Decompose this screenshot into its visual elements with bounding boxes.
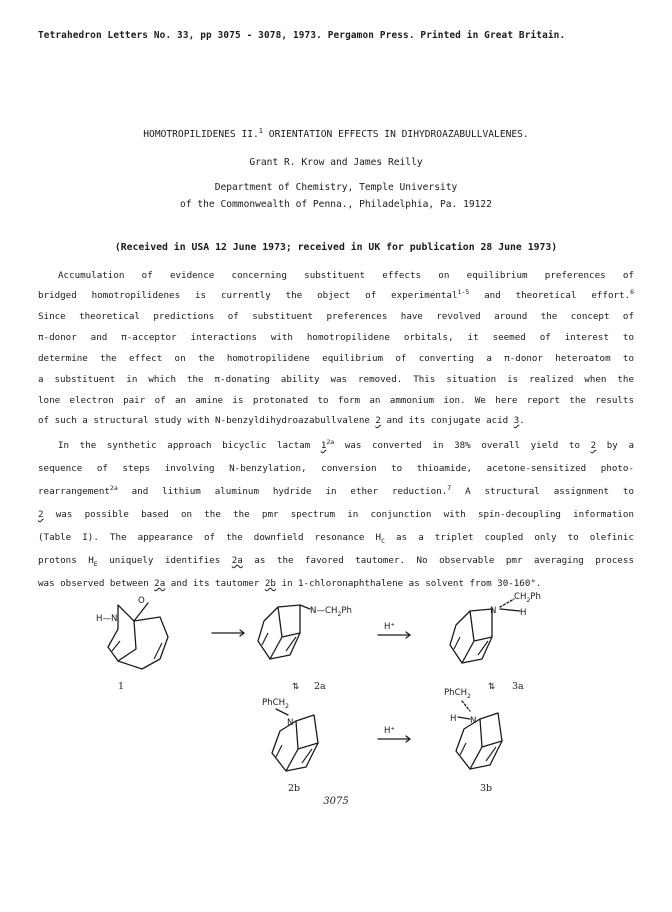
journal-header: Tetrahedron Letters No. 33, pp 3075 - 3078, 1973. Pergamon Press. Printed in Great Britain.: [38, 30, 566, 41]
amine-n-2b-label: N: [287, 718, 294, 728]
affiliation-line-1: Department of Chemistry, Temple University: [214, 182, 458, 193]
compound-1-label: 1: [118, 681, 125, 692]
authors: Grant R. Krow and James Reilly: [249, 157, 423, 168]
equilibrium-2a-2b: ⇅: [292, 682, 300, 692]
paper-title: HOMOTROPILIDENES II.$^1$ ORIENTATION EFFECTS IN DIHYDROAZABULLVALENES.: [143, 127, 529, 141]
paragraph-1-line: lone electron pair of an amine is protonated to form an ammonium ion. We here report the results: [38, 395, 634, 406]
page-number: 3075: [323, 796, 349, 807]
paragraph-2-line: rearrangement$^{2a}$ and lithium aluminum hydride in ether reduction.$^7$ A structural assignment to: [38, 483, 634, 497]
compound-3a-label: 3a: [512, 681, 524, 692]
equilibrium-3a-3b: ⇅: [488, 682, 496, 692]
paragraph-2-line: sequence of steps involving N-benzylation, conversion to thioamide, acetone-sensitized photo-: [38, 463, 634, 474]
ammonium-n-3a-label: N: [490, 606, 497, 616]
ammonium-h-3a-label: H: [520, 608, 527, 618]
compound-2b-label: 2b: [288, 783, 301, 794]
paragraph-1-line: Since theoretical predictions of substituent preferences have revolved around the concept of: [38, 311, 634, 322]
compound-2a-structure: [258, 605, 352, 659]
paragraph-2-line: In the synthetic approach bicyclic lactam $1^{2a}$ was converted in 38% overall yield to 2 by a: [58, 437, 634, 451]
carbonyl-oxygen-label: O: [138, 596, 145, 606]
affiliation-line-2: of the Commonwealth of Penna., Philadelphia, Pa. 19122: [180, 199, 492, 210]
ammonium-h-3b-label: H: [450, 714, 457, 724]
benzyl-2b-label: PhCH$_2$: [262, 698, 289, 710]
compound-1-structure: [96, 596, 168, 669]
compound-3b-label: 3b: [480, 783, 493, 794]
paragraph-1-line: bridged homotropilidenes is currently the object of experimental$^{1-5}$ and theoretical effort.$^6$: [38, 287, 634, 301]
reaction-scheme: [0, 585, 672, 825]
benzyl-3a-label: $CH_2Ph$: [514, 592, 541, 604]
paragraph-1-line: determine the effect on the homotropilidene equilibrium of converting a π-donor heteroatom to: [38, 353, 634, 364]
compound-2a-label: 2a: [314, 681, 326, 692]
ammonium-n-3b-label: N: [470, 716, 477, 726]
benzyl-3b-label: PhCH$_2$: [444, 688, 471, 700]
proton-label-bottom: H⁺: [384, 726, 395, 736]
paragraph-1-line: of such a structural study with N-benzyldihydroazabullvalene 2 and its conjugate acid 3.: [38, 415, 525, 426]
compound-2b-structure: [262, 698, 318, 771]
ncharge-2a-label: $N—CH_2Ph$: [310, 606, 352, 618]
paragraph-1-line: π-donor and π-acceptor interactions with homotropilidene orbitals, it seemed of interest to: [38, 332, 634, 343]
paragraph-1-line: Accumulation of evidence concerning substituent effects on equilibrium preferences of: [58, 270, 634, 281]
paragraph-2-line: (Table I). The appearance of the downfield resonance $H_C$ as a triplet coupled only to olefinic: [38, 532, 634, 545]
paragraph-2-line: was observed between 2a and its tautomer 2b in 1-chloronaphthalene as solvent from 30-160°.: [38, 578, 542, 589]
received-dates: (Received in USA 12 June 1973; received in UK for publication 28 June 1973): [114, 242, 558, 253]
paragraph-1-line: a substituent in which the π-donating ability was removed. This situation is realized when the: [38, 374, 634, 385]
compound-3a-structure: [450, 592, 541, 663]
compound-3b-structure: [444, 688, 502, 769]
paragraph-2-line: 2 was possible based on the the pmr spectrum in conjunction with spin-decoupling information: [38, 509, 634, 520]
paragraph-2-line: protons $H_E$ uniquely identifies 2a as the favored tautomer. No observable pmr averaging process: [38, 555, 634, 568]
proton-label-top: H⁺: [384, 622, 395, 632]
lactam-nh-label: H—N: [96, 614, 118, 624]
